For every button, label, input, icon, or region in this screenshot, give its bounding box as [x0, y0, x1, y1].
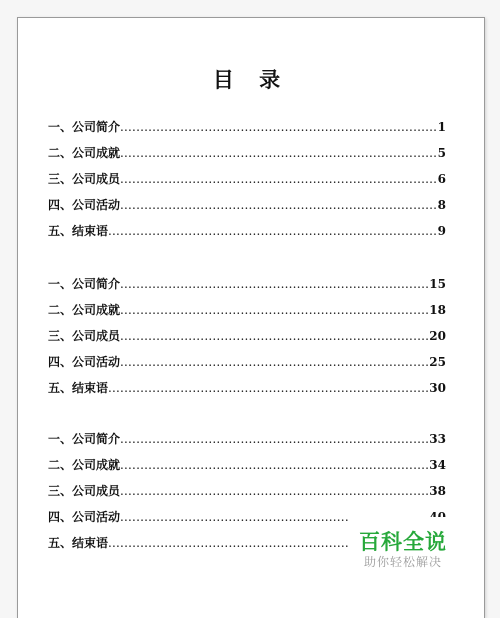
toc-leader-dots	[108, 379, 429, 397]
toc-leader-dots	[120, 456, 429, 474]
toc-entry-page: 30	[429, 381, 446, 395]
toc-leader-dots	[120, 301, 429, 319]
watermark-slogan: 助你轻松解决	[363, 555, 442, 569]
toc-entry[interactable]	[48, 301, 446, 319]
toc-entry[interactable]	[48, 456, 446, 474]
toc-entry-page: 8	[437, 198, 446, 212]
toc-entry-page: 9	[437, 224, 446, 238]
toc-entry[interactable]	[48, 379, 446, 397]
toc-entry[interactable]	[48, 196, 446, 214]
toc-entry[interactable]	[48, 353, 446, 371]
toc-leader-dots	[120, 170, 438, 188]
toc-leader-dots	[120, 196, 438, 214]
toc-entry-label: 四、公司活动	[48, 355, 121, 369]
toc-entry-label: 三、公司成员	[48, 172, 121, 186]
toc-entry-page: 1	[437, 120, 446, 134]
toc-leader-dots	[120, 275, 429, 293]
toc-entry[interactable]	[48, 275, 446, 293]
toc-entry[interactable]	[48, 144, 446, 162]
toc-leader-dots	[108, 222, 438, 240]
toc-entry[interactable]	[48, 327, 446, 345]
toc-leader-dots	[120, 482, 429, 500]
toc-entry-label: 三、公司成员	[48, 329, 121, 343]
toc-entry[interactable]	[48, 482, 446, 500]
toc-entry-page: 38	[429, 484, 446, 498]
toc-entry-page: 34	[429, 458, 446, 472]
toc-entry[interactable]	[48, 222, 446, 240]
toc-entry-page: 15	[429, 277, 446, 291]
toc-entry-page: 18	[429, 303, 446, 317]
toc-entry[interactable]	[48, 430, 446, 448]
toc-leader-dots	[120, 144, 438, 162]
watermark	[348, 530, 458, 570]
toc-entry-label: 三、公司成员	[48, 484, 121, 498]
toc-entry-label: 二、公司成就	[48, 146, 121, 160]
toc-leader-dots	[120, 327, 429, 345]
document-page	[17, 17, 485, 618]
toc-entry-page: 25	[429, 355, 446, 369]
toc-entry[interactable]	[48, 118, 446, 136]
toc-entry[interactable]	[48, 170, 446, 188]
toc-entry-label: 四、公司活动	[48, 510, 121, 524]
toc-entry-label: 五、结束语	[48, 224, 109, 238]
toc-leader-dots	[120, 353, 429, 371]
toc-title: 目 录	[212, 67, 290, 92]
toc-entry-label: 二、公司成就	[48, 458, 121, 472]
toc-entry-page: 6	[437, 172, 446, 186]
toc-entry-page: 20	[429, 329, 446, 343]
toc-leader-dots	[120, 430, 429, 448]
toc-entry-label: 二、公司成就	[48, 303, 121, 317]
toc-entry-label: 一、公司简介	[48, 120, 121, 134]
toc-entry-label: 五、结束语	[48, 381, 109, 395]
toc-leader-dots	[120, 118, 438, 136]
toc-entry-page: 5	[437, 146, 446, 160]
toc-entry-label: 四、公司活动	[48, 198, 121, 212]
toc-entry-label: 一、公司简介	[48, 432, 121, 446]
toc-entry-label: 五、结束语	[48, 536, 109, 550]
watermark-logo-text: 百科全说	[359, 530, 447, 554]
toc-entry-label: 一、公司简介	[48, 277, 121, 291]
toc-entry-page: 33	[429, 432, 446, 446]
